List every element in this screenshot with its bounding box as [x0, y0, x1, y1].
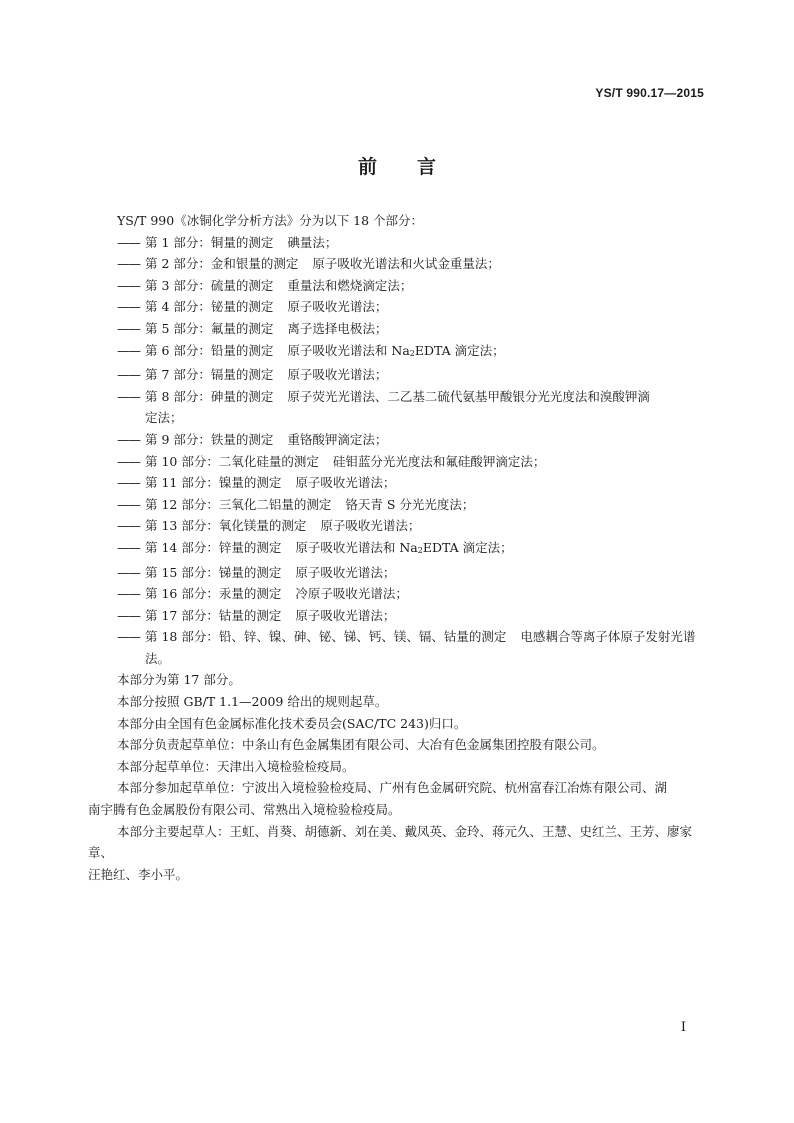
managed-by-paragraph: 本部分由全国有色金属标准化技术委员会(SAC/TC 243)归口。 — [117, 715, 467, 731]
drafting-rules-paragraph: 本部分按照 GB/T 1.1—2009 给出的规则起草。 — [117, 694, 388, 710]
list-item: —— 第 15 部分：锑量的测定 原子吸收光谱法； — [117, 564, 396, 580]
page-number: I — [680, 1020, 686, 1035]
list-item: —— 第 13 部分：氧化镁量的测定 原子吸收光谱法； — [117, 518, 421, 534]
list-item: —— 第 18 部分：铅、锌、镍、砷、铋、锑、钙、镁、镉、钴量的测定 电感耦合等离子体原子发射光谱法。 — [117, 629, 696, 666]
list-item: —— 第 16 部分：汞量的测定 冷原子吸收光谱法； — [117, 586, 408, 602]
list-item: —— 第 10 部分：二氧化硅量的测定 硅钼蓝分光光度法和氟硅酸钾滴定法； — [117, 453, 546, 469]
this-part-paragraph: 本部分为第 17 部分。 — [117, 672, 241, 688]
responsible-units-paragraph: 本部分负责起草单位：中条山有色金属集团有限公司、大冶有色金属集团控股有限公司。 — [117, 737, 605, 753]
title-char-1: 前 — [357, 156, 377, 178]
list-item: —— 第 3 部分：硫量的测定 重量法和燃烧滴定法； — [117, 277, 413, 293]
list-item: —— 第 8 部分：砷量的测定 原子荧光光谱法、二乙基二硫代氨基甲酸银分光光度法和溴酸钾滴 — [117, 388, 650, 404]
participating-units-line-2: 南宇腾有色金属股份有限公司、常熟出入境检验检疫局。 — [88, 802, 401, 818]
list-item: —— 第 5 部分：氟量的测定 离子选择电极法； — [117, 320, 388, 336]
drafting-unit-paragraph: 本部分起草单位：天津出入境检验检疫局。 — [117, 758, 355, 774]
standard-code: YS/T 990.17—2015 — [595, 86, 704, 100]
list-item: —— 第 9 部分：铁量的测定 重铬酸钾滴定法； — [117, 431, 388, 447]
title-char-2: 言 — [417, 156, 437, 178]
list-item: —— 第 6 部分：铅量的测定 原子吸收光谱法和 $Na_2EDTA$ 滴定法； — [117, 342, 505, 358]
drafters-line-2: 汪艳红、李小平。 — [88, 866, 189, 882]
list-item-continuation: 定法； — [145, 410, 183, 426]
participating-units-line-1: 本部分参加起草单位：宁波出入境检验检疫局、广州有色金属研究院、杭州富春江冶炼有限公司、湖 — [117, 780, 668, 796]
page-title — [0, 152, 794, 179]
list-item: —— 第 4 部分：铋量的测定 原子吸收光谱法； — [117, 299, 388, 315]
list-item: —— 第 14 部分：锌量的测定 原子吸收光谱法和 $Na_2EDTA$ 滴定法； — [117, 539, 513, 555]
document-body — [88, 210, 706, 885]
list-item: —— 第 2 部分：金和银量的测定 原子吸收光谱法和火试金重量法； — [117, 256, 500, 272]
list-item: —— 第 17 部分：钴量的测定 原子吸收光谱法； — [117, 607, 396, 623]
intro-paragraph: YS/T 990《冰铜化学分析方法》分为以下 18 个部分： — [117, 213, 424, 228]
list-item: —— 第 1 部分：铜量的测定 碘量法； — [117, 234, 338, 250]
list-item: —— 第 11 部分：镍量的测定 原子吸收光谱法； — [117, 475, 396, 491]
list-item: —— 第 12 部分：三氧化二铝量的测定 铬天青 S 分光光度法； — [117, 496, 475, 512]
list-item: —— 第 7 部分：镉量的测定 原子吸收光谱法； — [117, 367, 388, 383]
drafters-line-1: 本部分主要起草人：王虹、肖葵、胡德新、刘在美、戴凤英、金玲、蒋元久、王慧、史红兰、王芳、廖家章、 — [88, 823, 693, 861]
